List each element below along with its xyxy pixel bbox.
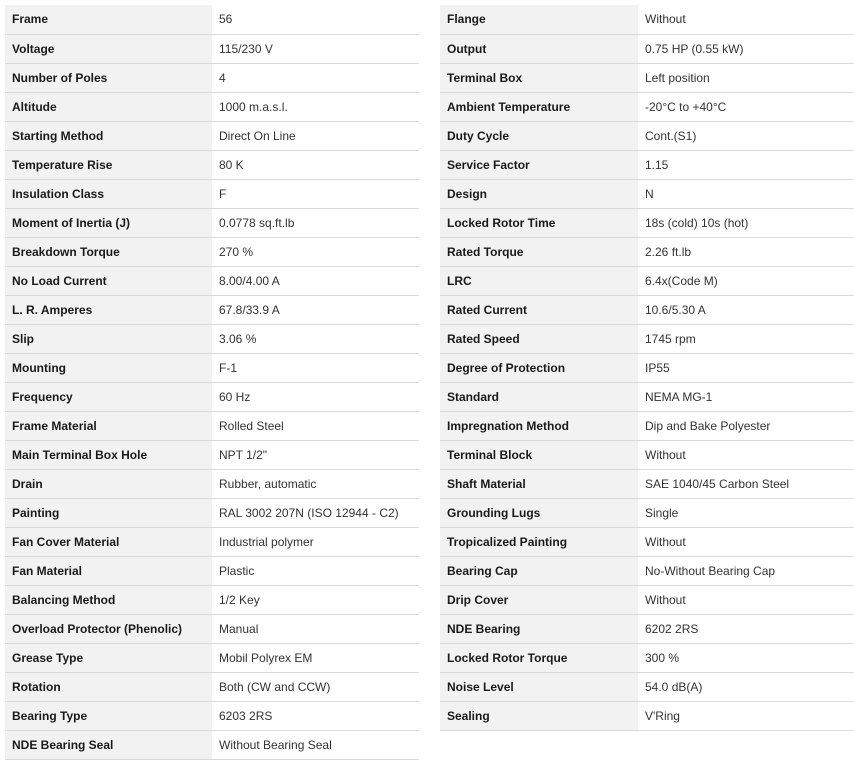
spec-row [5, 440, 419, 469]
spec-label: Locked Rotor Torque [440, 643, 638, 672]
specs-table-left-body [5, 5, 419, 759]
spec-row [5, 614, 419, 643]
spec-value: Direct On Line [212, 121, 419, 150]
spec-label: Bearing Type [5, 701, 212, 730]
spec-value: 6203 2RS [212, 701, 419, 730]
spec-row [440, 556, 854, 585]
spec-row [5, 5, 419, 34]
spec-value: N [638, 179, 854, 208]
spec-label: Balancing Method [5, 585, 212, 614]
spec-value: 1000 m.a.s.l. [212, 92, 419, 121]
spec-value: Manual [212, 614, 419, 643]
spec-row [5, 179, 419, 208]
spec-row [5, 34, 419, 63]
spec-row [440, 672, 854, 701]
spec-label: Rated Speed [440, 324, 638, 353]
spec-row [5, 730, 419, 759]
spec-value: Rolled Steel [212, 411, 419, 440]
spec-row [440, 92, 854, 121]
spec-value: Cont.(S1) [638, 121, 854, 150]
spec-value: Mobil Polyrex EM [212, 643, 419, 672]
spec-label: Painting [5, 498, 212, 527]
spec-value: 6202 2RS [638, 614, 854, 643]
spec-label: Terminal Block [440, 440, 638, 469]
spec-label: Main Terminal Box Hole [5, 440, 212, 469]
spec-label: Rated Torque [440, 237, 638, 266]
spec-label: Output [440, 34, 638, 63]
spec-row [5, 498, 419, 527]
spec-value: 80 K [212, 150, 419, 179]
spec-row [440, 440, 854, 469]
spec-row [440, 208, 854, 237]
spec-value: Without [638, 585, 854, 614]
spec-value: 6.4x(Code M) [638, 266, 854, 295]
spec-value: 0.0778 sq.ft.lb [212, 208, 419, 237]
spec-row [440, 382, 854, 411]
spec-label: Altitude [5, 92, 212, 121]
spec-row [5, 672, 419, 701]
spec-label: Tropicalized Painting [440, 527, 638, 556]
spec-row [5, 527, 419, 556]
specs-table-right-body [440, 5, 854, 730]
spec-label: Moment of Inertia (J) [5, 208, 212, 237]
spec-row [5, 643, 419, 672]
spec-row [5, 295, 419, 324]
spec-row [440, 411, 854, 440]
spec-value: 18s (cold) 10s (hot) [638, 208, 854, 237]
spec-row [5, 208, 419, 237]
spec-label: Standard [440, 382, 638, 411]
spec-label: Duty Cycle [440, 121, 638, 150]
spec-label: Breakdown Torque [5, 237, 212, 266]
spec-row [5, 121, 419, 150]
spec-value: 67.8/33.9 A [212, 295, 419, 324]
spec-value: 1745 rpm [638, 324, 854, 353]
spec-value: 270 % [212, 237, 419, 266]
spec-row [440, 121, 854, 150]
spec-label: Shaft Material [440, 469, 638, 498]
spec-label: Rated Current [440, 295, 638, 324]
spec-row [440, 179, 854, 208]
spec-label: Grease Type [5, 643, 212, 672]
spec-row [440, 324, 854, 353]
spec-label: Frame Material [5, 411, 212, 440]
spec-value: Rubber, automatic [212, 469, 419, 498]
spec-label: No Load Current [5, 266, 212, 295]
spec-label: LRC [440, 266, 638, 295]
spec-value: -20°C to +40°C [638, 92, 854, 121]
spec-label: NDE Bearing Seal [5, 730, 212, 759]
spec-row [5, 237, 419, 266]
spec-value: Dip and Bake Polyester [638, 411, 854, 440]
spec-label: Degree of Protection [440, 353, 638, 382]
spec-value: Both (CW and CCW) [212, 672, 419, 701]
spec-row [440, 266, 854, 295]
spec-label: Voltage [5, 34, 212, 63]
spec-row [440, 353, 854, 382]
spec-value: SAE 1040/45 Carbon Steel [638, 469, 854, 498]
spec-row [5, 353, 419, 382]
spec-row [440, 63, 854, 92]
spec-value: RAL 3002 207N (ISO 12944 - C2) [212, 498, 419, 527]
spec-row [440, 498, 854, 527]
spec-value: 2.26 ft.lb [638, 237, 854, 266]
spec-value: 4 [212, 63, 419, 92]
spec-value: 115/230 V [212, 34, 419, 63]
spec-value: 300 % [638, 643, 854, 672]
spec-label: Service Factor [440, 150, 638, 179]
spec-label: Rotation [5, 672, 212, 701]
spec-value: Without [638, 5, 854, 34]
spec-label: Mounting [5, 353, 212, 382]
spec-value: No-Without Bearing Cap [638, 556, 854, 585]
spec-row [5, 150, 419, 179]
spec-row [440, 150, 854, 179]
spec-label: L. R. Amperes [5, 295, 212, 324]
spec-row [5, 266, 419, 295]
spec-label: Temperature Rise [5, 150, 212, 179]
spec-value: Left position [638, 63, 854, 92]
spec-label: Terminal Box [440, 63, 638, 92]
spec-row [440, 614, 854, 643]
spec-row [5, 411, 419, 440]
spec-label: NDE Bearing [440, 614, 638, 643]
spec-row [440, 643, 854, 672]
spec-row [440, 295, 854, 324]
spec-label: Locked Rotor Time [440, 208, 638, 237]
spec-value: Industrial polymer [212, 527, 419, 556]
spec-row [5, 324, 419, 353]
spec-value: 1/2 Key [212, 585, 419, 614]
spec-label: Starting Method [5, 121, 212, 150]
spec-label: Slip [5, 324, 212, 353]
spec-row [440, 527, 854, 556]
spec-value: 1.15 [638, 150, 854, 179]
spec-label: Flange [440, 5, 638, 34]
spec-value: F-1 [212, 353, 419, 382]
spec-label: Bearing Cap [440, 556, 638, 585]
spec-value: 56 [212, 5, 419, 34]
spec-label: Noise Level [440, 672, 638, 701]
spec-value: 10.6/5.30 A [638, 295, 854, 324]
spec-row [440, 701, 854, 730]
spec-label: Overload Protector (Phenolic) [5, 614, 212, 643]
spec-value: NPT 1/2" [212, 440, 419, 469]
spec-row [440, 34, 854, 63]
spec-label: Frame [5, 5, 212, 34]
spec-label: Sealing [440, 701, 638, 730]
spec-label: Ambient Temperature [440, 92, 638, 121]
spec-row [5, 585, 419, 614]
spec-value: 0.75 HP (0.55 kW) [638, 34, 854, 63]
spec-label: Fan Material [5, 556, 212, 585]
spec-value: Without [638, 527, 854, 556]
spec-label: Fan Cover Material [5, 527, 212, 556]
spec-value: 3.06 % [212, 324, 419, 353]
spec-row [5, 382, 419, 411]
specs-table-right [440, 5, 854, 731]
spec-row [5, 469, 419, 498]
spec-row [440, 469, 854, 498]
spec-value: F [212, 179, 419, 208]
spec-row [5, 701, 419, 730]
spec-value: IP55 [638, 353, 854, 382]
spec-value: NEMA MG-1 [638, 382, 854, 411]
spec-value: 60 Hz [212, 382, 419, 411]
spec-row [5, 63, 419, 92]
spec-value: 54.0 dB(A) [638, 672, 854, 701]
spec-label: Drain [5, 469, 212, 498]
spec-row [440, 5, 854, 34]
spec-label: Number of Poles [5, 63, 212, 92]
spec-row [5, 556, 419, 585]
spec-label: Design [440, 179, 638, 208]
spec-value: Without [638, 440, 854, 469]
spec-row [440, 237, 854, 266]
spec-value: Without Bearing Seal [212, 730, 419, 759]
spec-row [440, 585, 854, 614]
spec-label: Frequency [5, 382, 212, 411]
spec-value: Plastic [212, 556, 419, 585]
spec-value: V'Ring [638, 701, 854, 730]
spec-label: Insulation Class [5, 179, 212, 208]
spec-label: Impregnation Method [440, 411, 638, 440]
specs-table-left [5, 5, 419, 760]
spec-label: Grounding Lugs [440, 498, 638, 527]
spec-label: Drip Cover [440, 585, 638, 614]
spec-value: 8.00/4.00 A [212, 266, 419, 295]
spec-row [5, 92, 419, 121]
spec-value: Single [638, 498, 854, 527]
